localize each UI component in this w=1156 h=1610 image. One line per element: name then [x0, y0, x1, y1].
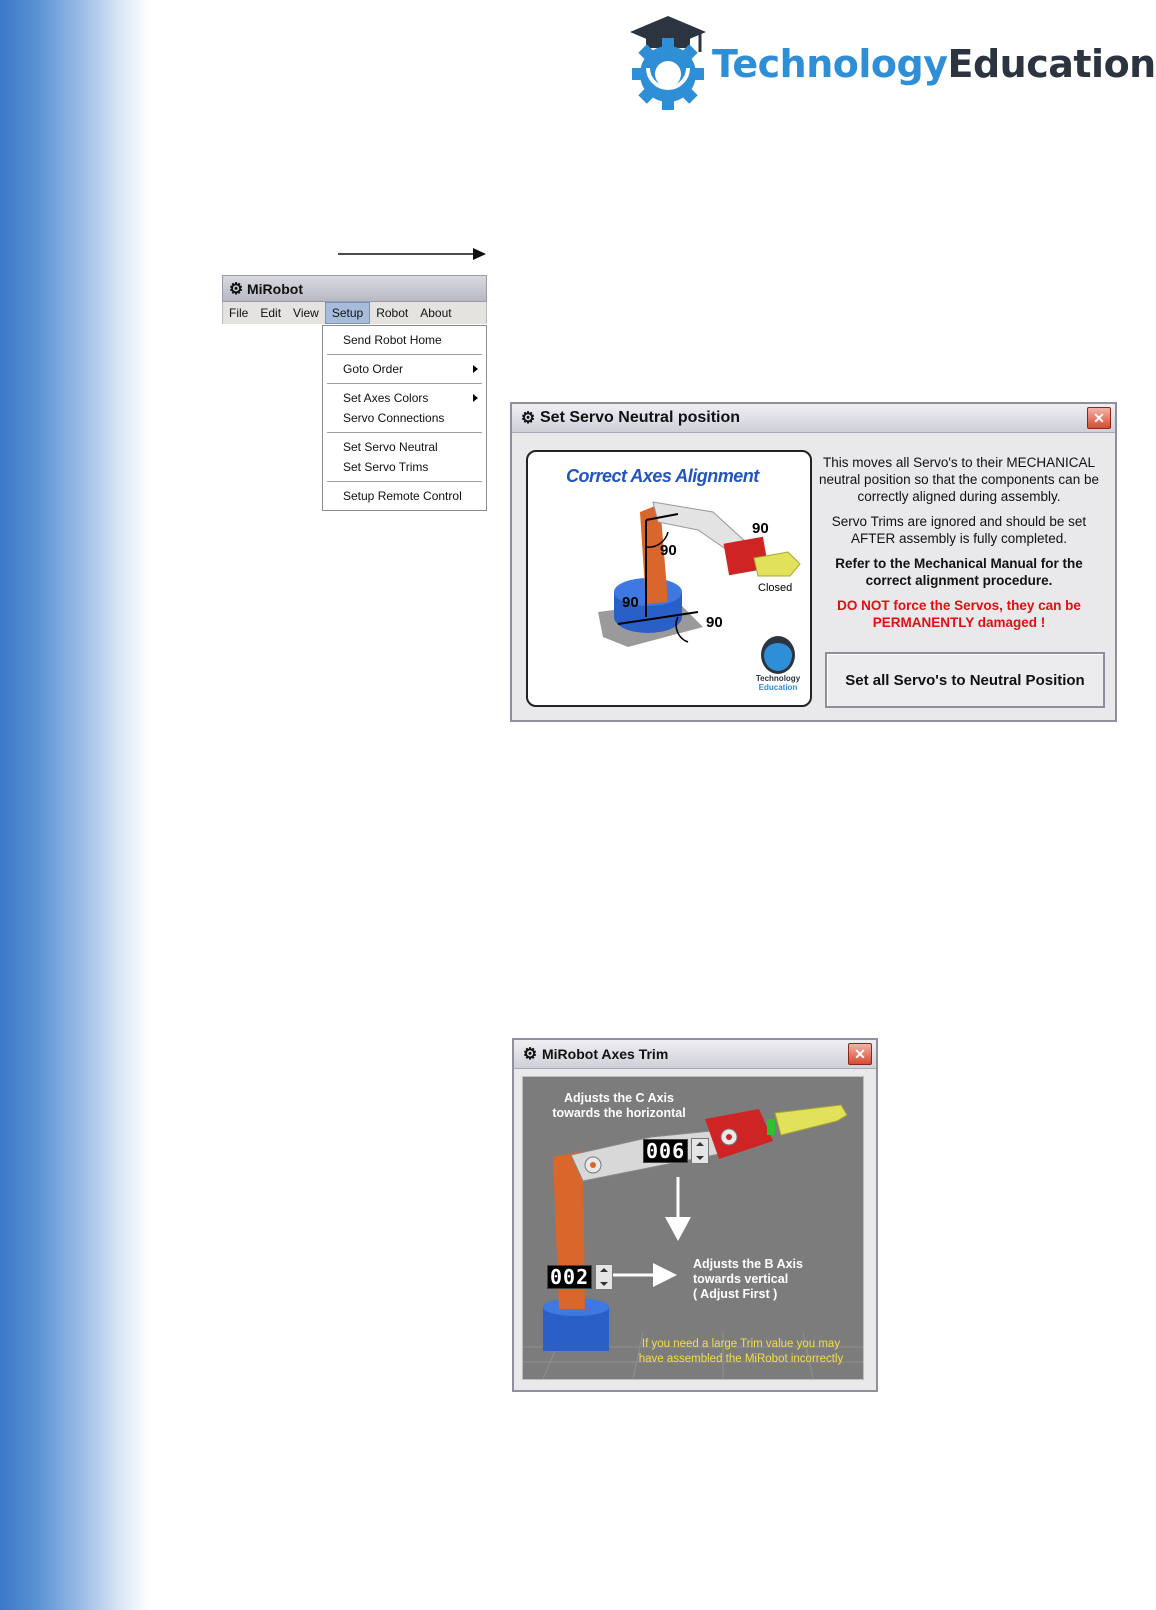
- trim-warning-line1: If you need a large Trim value you may: [641, 1338, 841, 1350]
- neutral-description: [817, 454, 1101, 639]
- angle-label-elbow: 90: [660, 542, 677, 559]
- servo-neutral-titlebar: [512, 404, 1115, 433]
- servo-neutral-dialog: [510, 402, 1117, 722]
- menu-robot[interactable]: Robot: [376, 306, 409, 320]
- menu-item-set-servo-trims[interactable]: Set Servo Trims: [343, 460, 429, 474]
- b-axis-trim-value: 002: [547, 1265, 592, 1289]
- axes-trim-titlebar: [514, 1040, 876, 1069]
- mini-logo-line1: Technology: [755, 674, 801, 683]
- trim-robot-illustration: [523, 1077, 863, 1379]
- page-sidebar-gradient: [0, 0, 150, 1610]
- menu-item-send-robot-home[interactable]: Send Robot Home: [343, 333, 442, 347]
- menu-separator: [327, 481, 482, 482]
- robot-arm-icon: ⚙: [228, 280, 244, 298]
- graduation-gear-icon: [761, 636, 795, 674]
- robot-arm-icon: ⚙: [522, 1046, 538, 1063]
- trim-warning: [631, 1337, 851, 1367]
- c-axis-trim-value: 006: [643, 1139, 688, 1163]
- c-axis-label-line1: Adjusts the C Axis: [564, 1091, 674, 1105]
- angle-label-base-right: 90: [706, 614, 723, 631]
- menu-file[interactable]: File: [229, 306, 249, 320]
- b-axis-trim-spinner[interactable]: [595, 1264, 613, 1290]
- trim-warning-line2: have assembled the MiRobot incorrectly: [638, 1353, 844, 1365]
- axes-trim-dialog: [512, 1038, 878, 1392]
- menu-about[interactable]: About: [420, 306, 452, 320]
- angle-label-upper-right: 90: [752, 520, 769, 537]
- menu-window-titlebar: [222, 275, 487, 302]
- pointer-arrow-icon: [338, 246, 488, 262]
- c-axis-trim-spinner[interactable]: [691, 1138, 709, 1164]
- c-axis-label-line2: towards the horizontal: [552, 1106, 686, 1120]
- axes-trim-title: MiRobot Axes Trim: [542, 1046, 669, 1062]
- menu-separator: [327, 383, 482, 384]
- b-axis-label-line2: towards vertical: [693, 1272, 789, 1286]
- b-axis-label: [693, 1257, 803, 1302]
- logo-text-technology: Technology: [712, 42, 948, 86]
- logo-text-education: Education: [947, 42, 1156, 86]
- set-neutral-button[interactable]: Set all Servo's to Neutral Position: [825, 652, 1105, 708]
- menu-item-servo-connections[interactable]: Servo Connections: [343, 411, 445, 425]
- b-axis-label-line1: Adjusts the B Axis: [693, 1257, 803, 1271]
- close-icon[interactable]: ✕: [1087, 407, 1111, 429]
- menu-separator: [327, 432, 482, 433]
- mini-logo-line2: Education: [758, 683, 798, 692]
- desc-mechanical: This moves all Servo's to their MECHANICAL neutral position so that the components can be correctly aligned during assembly.: [819, 455, 1099, 504]
- mirobot-menu-window: [222, 275, 487, 325]
- axes-alignment-title: Correct Axes Alignment: [566, 466, 759, 486]
- menu-view[interactable]: View: [293, 306, 319, 320]
- menu-item-goto-order[interactable]: Goto Order: [323, 359, 486, 379]
- desc-manual: Refer to the Mechanical Manual for the correct alignment procedure.: [835, 556, 1083, 588]
- menubar: [222, 302, 487, 324]
- desc-trims: Servo Trims are ignored and should be set AFTER assembly is fully completed.: [831, 514, 1087, 546]
- closed-label: Closed: [758, 582, 793, 594]
- technology-education-logo: [626, 8, 1156, 104]
- angle-label-base-left: 90: [622, 594, 639, 611]
- menu-edit[interactable]: Edit: [260, 306, 282, 320]
- graduation-gear-icon: [626, 8, 710, 104]
- menu-separator: [327, 354, 482, 355]
- menu-item-set-servo-neutral[interactable]: Set Servo Neutral: [343, 440, 438, 454]
- mini-logo: [752, 636, 804, 692]
- b-axis-label-line3: ( Adjust First ): [693, 1287, 778, 1301]
- servo-neutral-title: Set Servo Neutral position: [540, 409, 741, 426]
- menu-item-setup-remote-control[interactable]: Setup Remote Control: [343, 489, 462, 503]
- setup-dropdown-menu: [322, 325, 487, 511]
- menu-window-title: MiRobot: [247, 280, 303, 297]
- robot-arm-icon: ⚙: [520, 410, 536, 427]
- logo-text: [712, 42, 1156, 86]
- axes-alignment-image: [526, 450, 812, 707]
- c-axis-label: [539, 1091, 699, 1121]
- axes-trim-panel: [522, 1076, 864, 1380]
- desc-warning: DO NOT force the Servos, they can be PERMANENTLY damaged !: [837, 598, 1081, 630]
- menu-setup[interactable]: Setup: [325, 302, 370, 324]
- close-icon[interactable]: ✕: [848, 1043, 872, 1065]
- menu-item-set-axes-colors[interactable]: Set Axes Colors: [323, 388, 486, 408]
